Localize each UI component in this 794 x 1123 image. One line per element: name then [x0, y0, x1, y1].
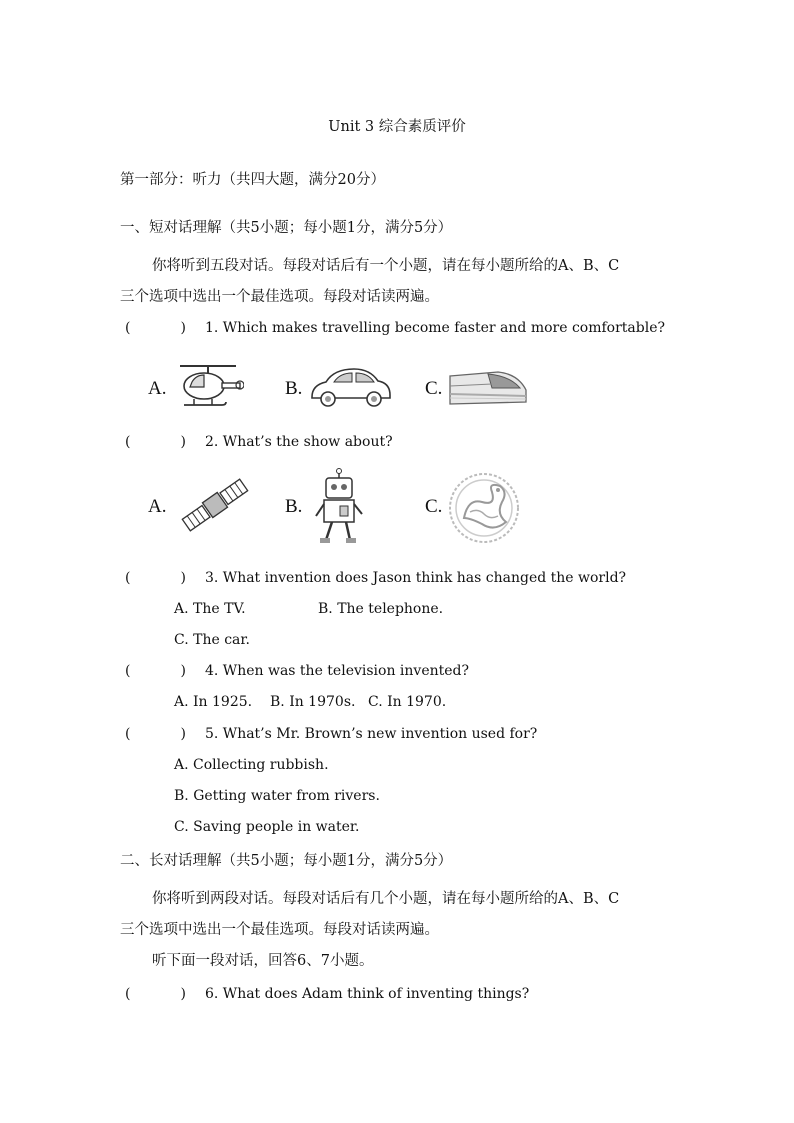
- answer-bracket[interactable]: ( ): [125, 663, 186, 679]
- section2-instruction-line1: 你将听到两段对话。每段对话后有几个小题，请在每小题所给的A、B、C: [152, 891, 620, 907]
- question-5: [125, 724, 537, 744]
- answer-bracket[interactable]: ( ): [125, 320, 186, 336]
- question-3-option-c[interactable]: C. The car.: [174, 632, 250, 648]
- answer-bracket[interactable]: ( ): [125, 986, 186, 1002]
- question-1: [125, 318, 665, 338]
- high-speed-train-icon[interactable]: [448, 368, 528, 408]
- answer-bracket[interactable]: ( ): [125, 726, 186, 742]
- section1-heading: 一、短对话理解（共5小题；每小题1分，满分5分）: [120, 220, 453, 236]
- satellite-icon[interactable]: [180, 476, 250, 534]
- option-c-label: C.: [425, 496, 443, 517]
- question-2: [125, 432, 393, 452]
- option-b-label: B.: [285, 496, 303, 517]
- question-5-option-b[interactable]: B. Getting water from rivers.: [174, 788, 380, 804]
- question-6: [125, 984, 529, 1004]
- option-a-label: A.: [148, 378, 167, 399]
- robot-icon[interactable]: [314, 468, 364, 546]
- section2-heading: 二、长对话理解（共5小题；每小题1分，满分5分）: [120, 853, 453, 869]
- question-1-picture-options: [148, 360, 548, 420]
- question-5-text: 5. What’s Mr. Brown’s new invention used for?: [205, 726, 538, 742]
- question-3-option-b[interactable]: B. The telephone.: [318, 601, 444, 617]
- question-3-text: 3. What invention does Jason think has changed the world?: [205, 570, 627, 586]
- question-4-option-a[interactable]: A. In 1925.: [174, 694, 253, 710]
- option-c-label: C.: [425, 378, 443, 399]
- section1-instruction-line2: 三个选项中选出一个最佳选项。每段对话读两遍。: [120, 289, 439, 305]
- question-5-option-a[interactable]: A. Collecting rubbish.: [174, 757, 329, 773]
- question-6-text: 6. What does Adam think of inventing things?: [205, 986, 530, 1002]
- option-a-label: A.: [148, 496, 167, 517]
- section1-instruction-line1: 你将听到五段对话。每段对话后有一个小题，请在每小题所给的A、B、C: [152, 258, 620, 274]
- answer-bracket[interactable]: ( ): [125, 434, 186, 450]
- part-heading: 第一部分：听力（共四大题，满分20分）: [120, 172, 385, 188]
- page-title: Unit 3 综合素质评价: [328, 119, 466, 135]
- helicopter-icon[interactable]: [172, 360, 244, 412]
- question-3-option-a[interactable]: A. The TV.: [174, 601, 246, 617]
- question-4: [125, 661, 469, 681]
- question-1-text: 1. Which makes travelling become faster and more comfortable?: [205, 320, 665, 336]
- section2-instruction-line3: 听下面一段对话，回答6、7小题。: [152, 953, 374, 969]
- question-5-option-c[interactable]: C. Saving people in water.: [174, 819, 360, 835]
- question-2-picture-options: [148, 468, 548, 548]
- question-4-text: 4. When was the television invented?: [205, 663, 470, 679]
- dragon-paper-cut-icon[interactable]: [448, 472, 520, 544]
- section2-instruction-line2: 三个选项中选出一个最佳选项。每段对话读两遍。: [120, 922, 439, 938]
- question-3: [125, 568, 626, 588]
- car-icon[interactable]: [308, 365, 394, 409]
- answer-bracket[interactable]: ( ): [125, 570, 186, 586]
- question-4-option-b[interactable]: B. In 1970s.: [270, 694, 356, 710]
- option-b-label: B.: [285, 378, 303, 399]
- question-2-text: 2. What’s the show about?: [205, 434, 393, 450]
- question-4-option-c[interactable]: C. In 1970.: [368, 694, 447, 710]
